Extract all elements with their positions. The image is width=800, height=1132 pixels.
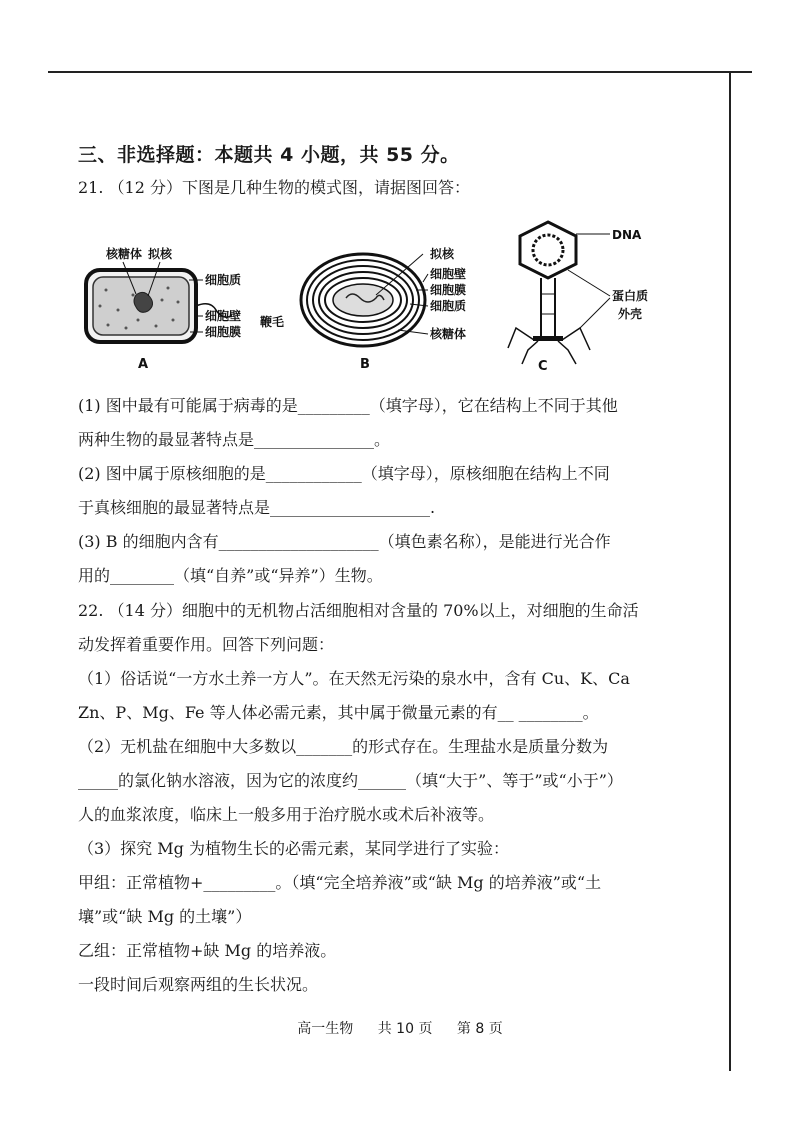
q22-line-12: 一段时间后观察两组的生长状况。 [78, 975, 319, 994]
q21-line-1: (1) 图中最有可能属于病毒的是_________（填字母），它在结构上不同于其他 [78, 396, 618, 415]
q21-line-4: 于真核细胞的最显著特点是____________________. [78, 498, 436, 517]
q21-stem: 21. （12 分）下图是几种生物的模式图，请据图回答： [78, 178, 470, 197]
q22-line-4: Zn、P、Mg、Fe 等人体必需元素，其中属于微量元素的有__ ________。 [78, 703, 599, 722]
q21-line-2: 两种生物的最显著特点是_______________。 [78, 430, 391, 449]
q21-line-3: (2) 图中属于原核细胞的是____________（填字母），原核细胞在结构上不同 [78, 464, 610, 483]
q22-line-9: 甲组：正常植物+_________。（填“完全培养液”或“缺 Mg 的培养液”或“土 [78, 873, 602, 892]
q22-line-8: （3）探究 Mg 为植物生长的必需元素，某同学进行了实验： [78, 839, 509, 858]
top-rule [48, 71, 752, 73]
q21-line-6: 用的________（填“自养”或“异养”）生物。 [78, 566, 383, 585]
q22-line-7: 人的血浆浓度，临床上一般多用于治疗脱水或术后补液等。 [78, 805, 495, 824]
fig-c-caption: C [538, 359, 548, 374]
fig-a-label-membrane: 细胞膜 [205, 325, 242, 339]
q22-line-5: （2）无机盐在细胞中大多数以_______的形式存在。生理盐水是质量分数为 [78, 737, 609, 756]
footer-subject: 高一生物 [297, 1021, 354, 1037]
fig-b-caption: B [360, 357, 370, 372]
fig-c-label-protein: 蛋白质 [612, 289, 649, 303]
fig-b-label-ribosome: 核糖体 [430, 327, 467, 341]
fig-a-label-cell-wall: 细胞壁 [205, 309, 242, 323]
fig-a-caption: A [138, 357, 149, 372]
fig-b-label-cell-wall: 细胞壁 [430, 267, 467, 281]
figure-c-phage [498, 218, 688, 375]
right-margin-rule [729, 71, 731, 1071]
section-title: 三、非选择题：本题共 4 小题，共 55 分。 [78, 144, 460, 166]
footer-page-number: 第 8 页 [456, 1021, 503, 1037]
fig-a-label-nucleoid: 拟核 [148, 247, 173, 261]
q22-line-10: 壤”或“缺 Mg 的土壤”） [78, 907, 252, 926]
footer-total-pages: 共 10 页 [377, 1021, 433, 1037]
fig-b-label-nucleoid: 拟核 [430, 247, 455, 261]
fig-c-label-dna: DNA [612, 228, 642, 242]
q22-line-1: 22. （14 分）细胞中的无机物占活细胞相对含量的 70%以上，对细胞的生命活 [78, 601, 639, 620]
q22-line-11: 乙组：正常植物+缺 Mg 的培养液。 [78, 941, 337, 960]
q22-line-6: _____的氯化钠水溶液，因为它的浓度约______（填“大于”、等于”或“小于”） [78, 771, 623, 790]
page-footer [0, 1018, 800, 1038]
q21-line-5: (3) B 的细胞内含有____________________（填色素名称），是能进行光合作 [78, 532, 611, 551]
fig-a-label-cytoplasm: 细胞质 [205, 273, 242, 287]
fig-a-label-ribosome: 核糖体 [106, 247, 143, 261]
fig-b-label-cytoplasm: 细胞质 [430, 299, 467, 313]
q22-line-3: （1）俗话说“一方水土养一方人”。在天然无污染的泉水中，含有 Cu、K、Ca [78, 669, 630, 688]
fig-b-label-membrane: 细胞膜 [430, 283, 467, 297]
q22-line-2: 动发挥着重要作用。回答下列问题： [78, 635, 335, 654]
fig-a-label-flagellum: 鞭毛 [260, 315, 285, 329]
figure-b-cyanobacterium [298, 240, 498, 375]
fig-c-label-coat: 外壳 [618, 307, 643, 321]
figure-a-bacterium [78, 240, 308, 375]
